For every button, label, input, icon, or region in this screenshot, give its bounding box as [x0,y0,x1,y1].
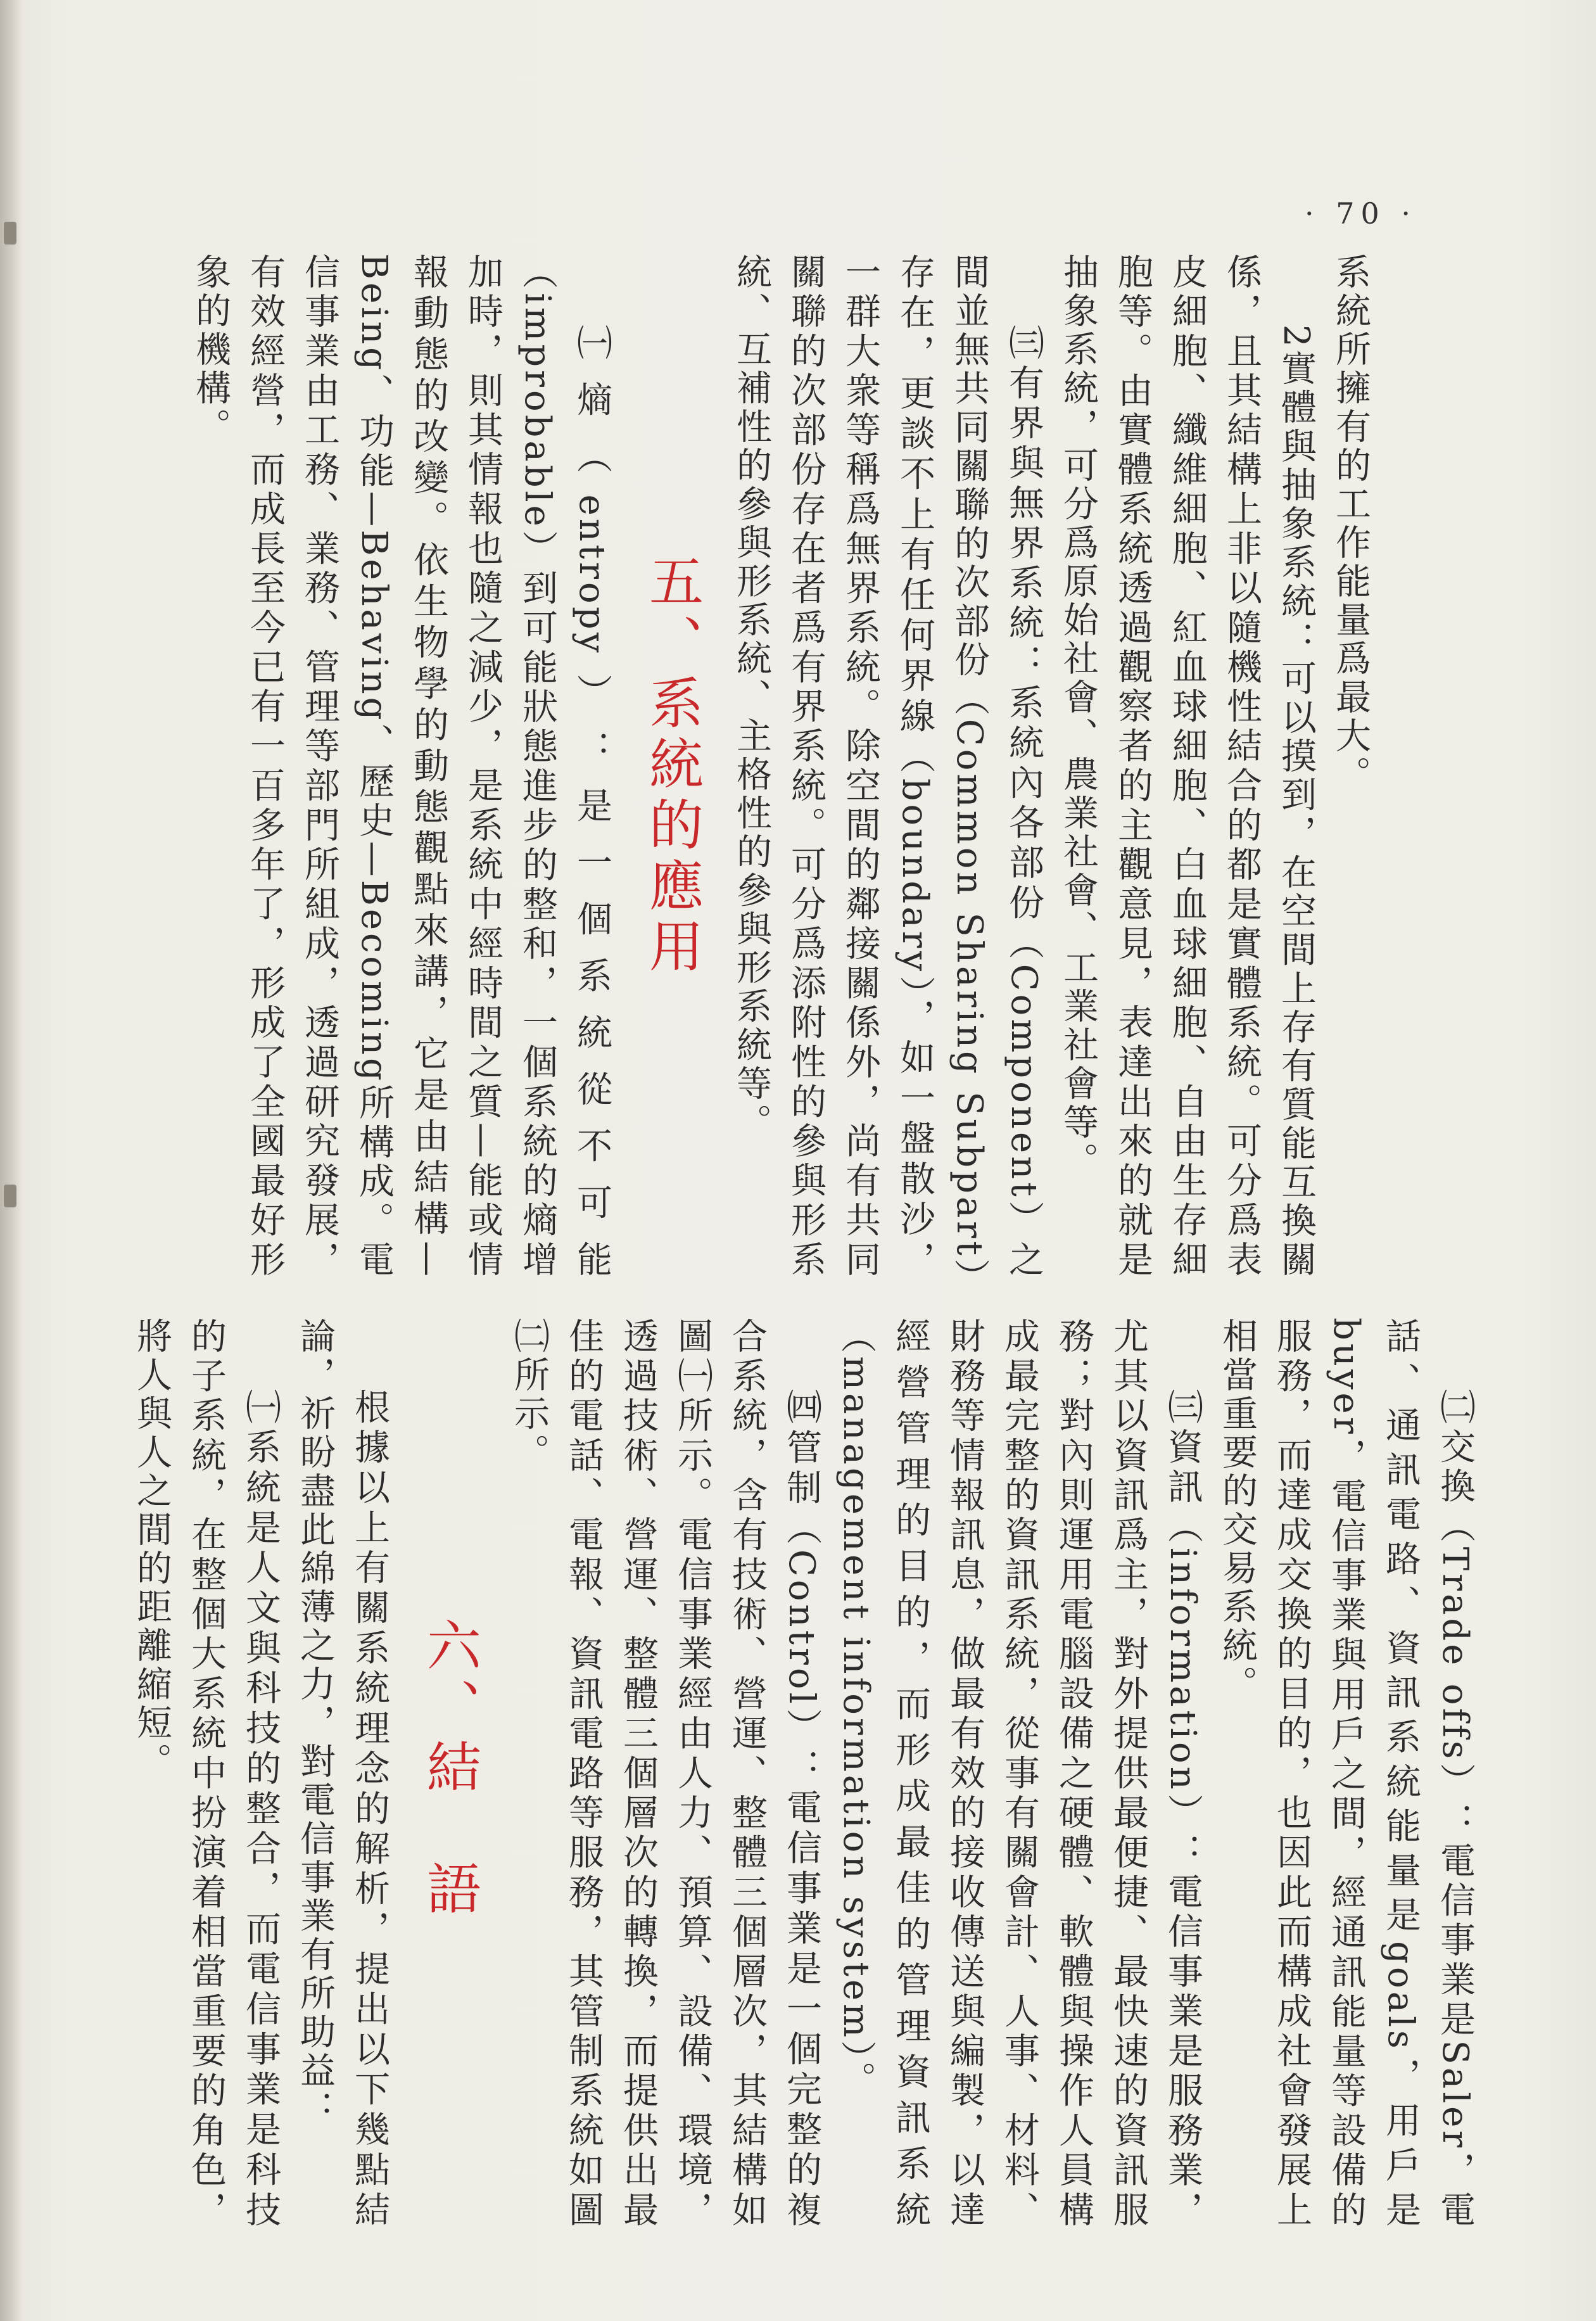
section-heading: 六、結 語 [417,1617,481,1921]
page-number: · 70 · [1305,196,1417,231]
paragraph: 2實體與抽象系統：可以摸到，在空間上存有質能互換關係，且其結構上非以隨機性結合的都是實體系統。可分爲表皮細胞、纖維細胞、紅血球細胞、白血球細胞、自由生存細胞等。由實體系統透過觀察者的主觀意見，表達出來的就是抽象系統，可分爲原始社會、農業社會、工業社會等。 [1058,253,1317,1280]
bottom-section [131,1318,1482,2230]
top-section [190,253,1378,1280]
binding-shadow [0,0,22,2321]
paragraph: ㈠熵（entropy）：是一個系統從不可能（improbable）到可能狀態進步的整和，一個系統的熵增加時，則其情報也隨之減少，是系統中經時間之質—能或情報動態的改變。依生物學的動態觀點來講，它是由結構—Being、功能—Behaving、歷史—Becoming所構成。電信事業由工務、業務、管理等部門所組成，透過研究發展，有效經營，而成長至今已有一百多年了，形成了全國最好形象的機構。 [190,253,612,1280]
staple-mark [4,222,16,245]
paragraph: 根據以上有關系統理念的解析，提出以下幾點結論，祈盼盡此綿薄之力，對電信事業有所助益： [294,1318,390,2230]
paragraph: ㈡交換（Trade offs）：電信事業是Saler，電話、通訊電路、資訊系統能量是goals，用戶是buyer，電信事業與用戶之間，經通訊能量等設備的服務，而達成交換的目的，也因此而構成社會發展上相當重要的交易系統。 [1217,1318,1476,2230]
section-heading: 五、系統的應用 [640,553,703,979]
paragraph: 系統所擁有的工作能量爲最大。 [1330,253,1371,794]
staple-mark [4,1185,16,1207]
paragraph: ㈠系統是人文與科技的整合，而電信事業是科技的子系統，在整個大系統中扮演着相當重要的角色，將人與人之間的距離縮短。 [131,1318,281,2230]
paragraph: ㈢資訊（information）：電信事業是服務業，尤其以資訊爲主，對外提供最便捷、最快速的資訊服務；對內則運用電腦設備之硬體、軟體與操作人員構成最完整的資訊系統，從事有關會計、人事、材料、財務等情報訊息，做最有效的接收傳送與編製，以達經營管理的目的，而形成最佳的管理資訊系統（management information system）。 [835,1318,1203,2230]
paragraph: ㈣管制（Control）：電信事業是一個完整的複合系統，含有技術、營運、整體三個層次，其結構如圖㈠所示。電信事業經由人力、預算、設備、環境，透過技術、營運、整體三個層次的轉換，而提供出最佳的電話、電報、資訊電路等服務，其管制系統如圖㈡所示。 [509,1318,822,2230]
paragraph: ㈢有界與無界系統：系統內各部份（Component）之間並無共同關聯的次部份（Common Sharing Subpart）存在，更談不上有任何界線（boundary），如一盤散沙，一群大衆等稱爲無界系統。除空間的鄰接關係外，尚有共同關聯的次部份存在者爲有界系統。可分爲添附性的參與形系統、互補性的參與形系統、主格性的參與形系統等。 [731,253,1044,1280]
